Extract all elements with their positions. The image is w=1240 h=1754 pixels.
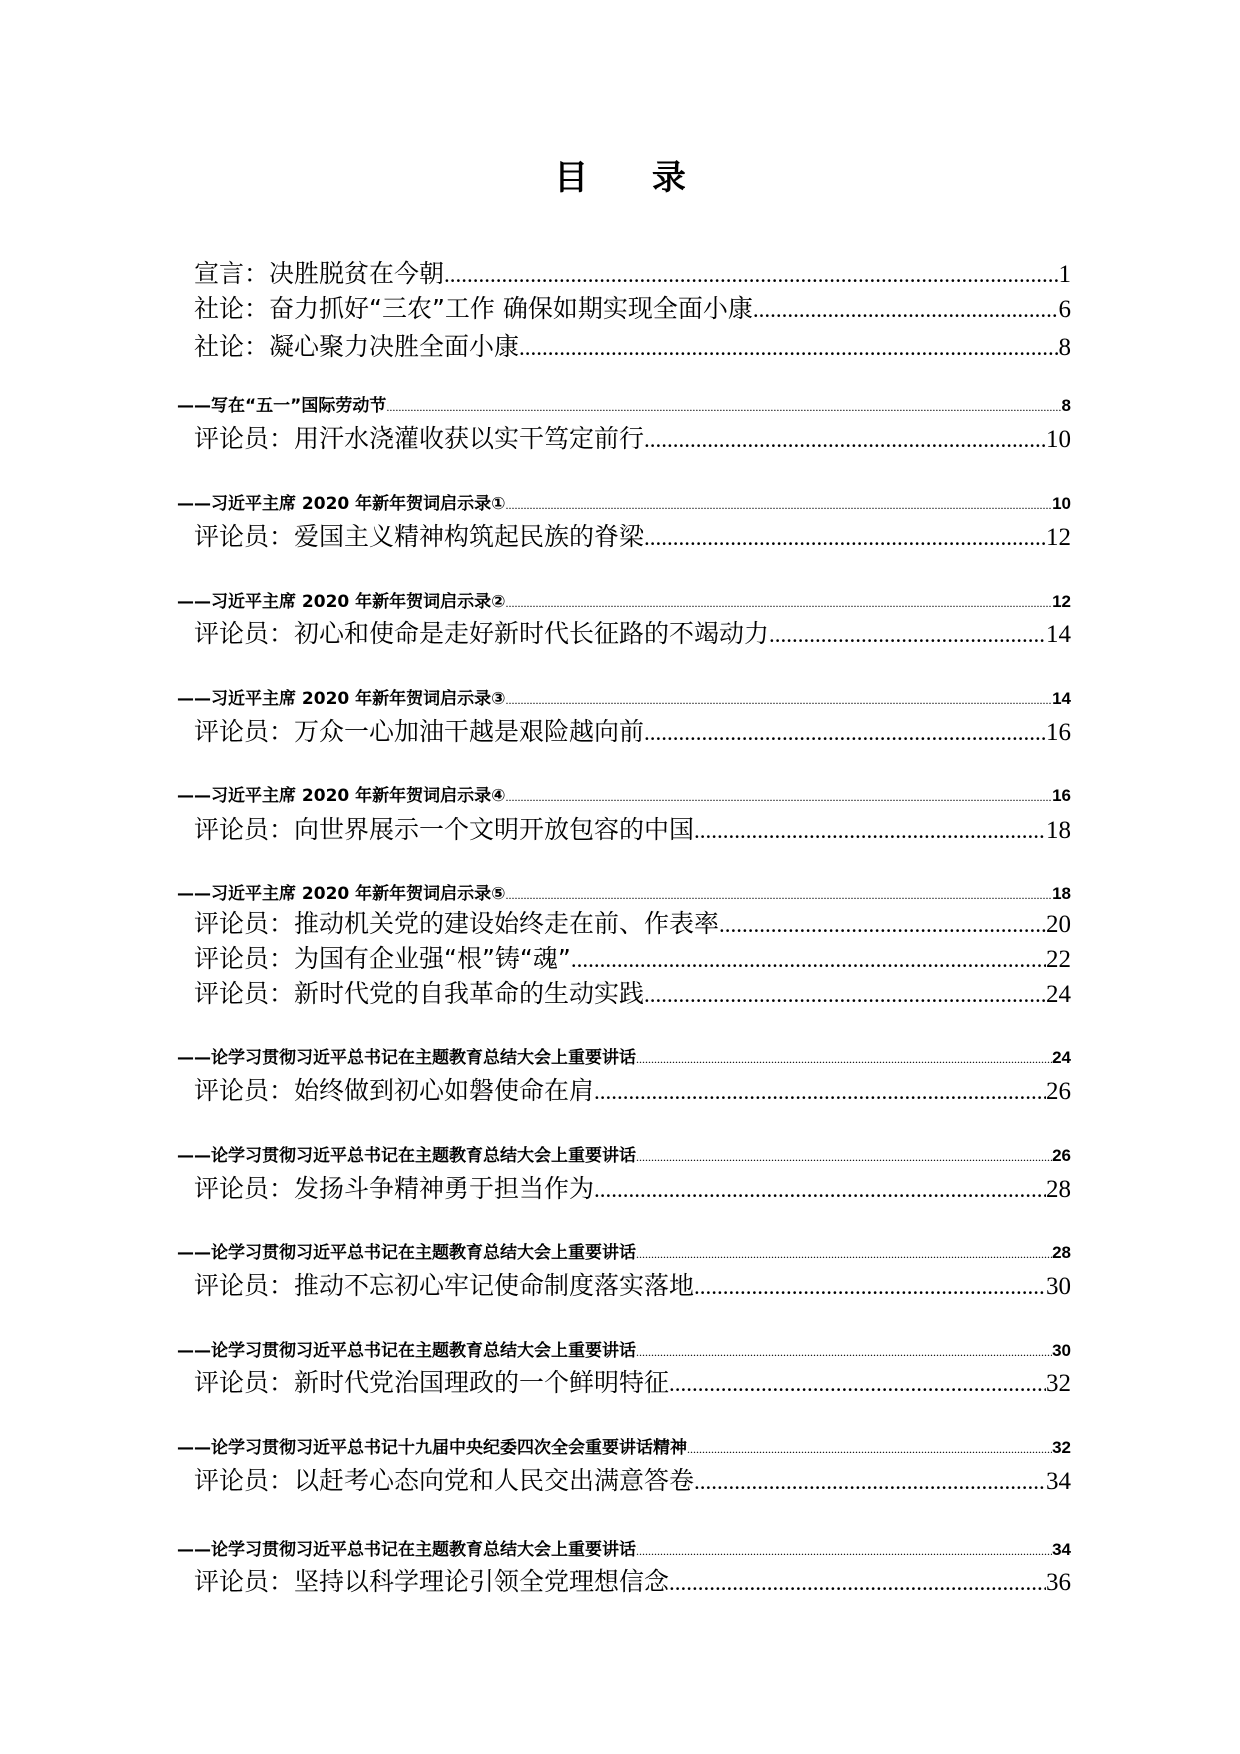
- toc-entry-title: ——习近平主席 2020 年新年贺词启示录④: [177, 786, 506, 806]
- dot-leader: [636, 1048, 1052, 1070]
- toc-page-number: 24: [1046, 981, 1071, 1008]
- toc-entry-title: 评论员：为国有企业强“根”铸“魂”: [194, 944, 571, 973]
- toc-entry-title: 评论员：发扬斗争精神勇于担当作为: [194, 1174, 595, 1203]
- toc-entry[interactable]: [194, 1074, 1071, 1109]
- toc-page-number: 30: [1052, 1341, 1071, 1360]
- toc-subtitle-entry[interactable]: [177, 883, 1071, 906]
- toc-page-number: 32: [1052, 1438, 1071, 1457]
- toc-page-number: 26: [1052, 1146, 1071, 1165]
- dot-leader: [669, 1566, 1046, 1600]
- toc-entry-title: 评论员：新时代党的自我革命的生动实践: [194, 979, 645, 1008]
- dot-leader: [506, 592, 1053, 614]
- toc-subtitle-entry[interactable]: [177, 591, 1071, 614]
- toc-subtitle-entry[interactable]: [177, 785, 1071, 808]
- toc-entry[interactable]: [194, 330, 1071, 365]
- toc-entry-title: 评论员：初心和使命是走好新时代长征路的不竭动力: [194, 619, 770, 648]
- toc-entry-title: ——论学习贯彻习近平总书记在主题教育总结大会上重要讲话: [177, 1243, 636, 1263]
- dot-leader: [571, 943, 1046, 977]
- toc-entry-title: 社论：凝心聚力决胜全面小康: [194, 332, 520, 361]
- toc-page-number: 1: [1058, 261, 1071, 288]
- toc-entry-title: ——习近平主席 2020 年新年贺词启示录③: [177, 689, 506, 709]
- dot-leader: [644, 521, 1046, 555]
- toc-entry-title: 评论员：推动机关党的建设始终走在前、作表率: [194, 909, 720, 938]
- toc-entry-title: 社论：奋力抓好“三农”工作 确保如期实现全面小康: [194, 294, 753, 323]
- toc-page-number: 22: [1046, 946, 1071, 973]
- toc-page-number: 10: [1046, 426, 1071, 453]
- toc-entry-title: ——论学习贯彻习近平总书记在主题教育总结大会上重要讲话: [177, 1048, 636, 1068]
- dot-leader: [719, 908, 1046, 942]
- toc-page-number: 36: [1046, 1569, 1071, 1596]
- toc-page-number: 18: [1052, 884, 1071, 903]
- toc-entry-title: ——写在“五一”国际劳动节: [177, 396, 387, 416]
- toc-page-number: 28: [1046, 1176, 1071, 1203]
- toc-page-number: 12: [1046, 524, 1071, 551]
- toc-subtitle-entry[interactable]: [177, 1047, 1071, 1070]
- toc-entry[interactable]: [194, 520, 1071, 555]
- toc-entry-title: ——习近平主席 2020 年新年贺词启示录⑤: [177, 884, 506, 904]
- toc-subtitle-entry[interactable]: [177, 688, 1071, 711]
- toc-entry[interactable]: [194, 813, 1071, 848]
- toc-page-number: 32: [1046, 1370, 1071, 1397]
- toc-entry-title: 评论员：坚持以科学理论引领全党理想信念: [194, 1567, 670, 1596]
- toc-entry[interactable]: [194, 715, 1071, 750]
- dot-leader: [669, 1367, 1046, 1401]
- dot-leader: [636, 1341, 1052, 1363]
- dot-leader: [644, 978, 1046, 1012]
- dot-leader: [769, 618, 1046, 652]
- dot-leader: [506, 884, 1053, 906]
- dot-leader: [506, 689, 1053, 711]
- toc-page-number: 12: [1052, 592, 1071, 611]
- dot-leader: [644, 423, 1046, 457]
- dot-leader: [506, 786, 1053, 808]
- page-title: 目 录: [554, 158, 712, 198]
- toc-entry[interactable]: [194, 907, 1071, 942]
- toc-entry[interactable]: [194, 1172, 1071, 1207]
- dot-leader: [694, 814, 1046, 848]
- dot-leader: [636, 1146, 1052, 1168]
- toc-page-number: 16: [1046, 719, 1071, 746]
- dot-leader: [644, 716, 1046, 750]
- toc-subtitle-entry[interactable]: [177, 493, 1071, 516]
- toc-entry-title: 评论员：始终做到初心如磐使命在肩: [194, 1076, 595, 1105]
- toc-entry[interactable]: [194, 257, 1071, 292]
- dot-leader: [444, 258, 1058, 292]
- toc-subtitle-entry[interactable]: [177, 1242, 1071, 1265]
- toc-entry-title: ——论学习贯彻习近平总书记在主题教育总结大会上重要讲话: [177, 1146, 636, 1166]
- toc-entry[interactable]: [194, 1464, 1071, 1499]
- toc-entry-title: ——论学习贯彻习近平总书记在主题教育总结大会上重要讲话: [177, 1540, 636, 1560]
- toc-page-number: 10: [1052, 494, 1071, 513]
- toc-entry[interactable]: [194, 422, 1071, 457]
- toc-entry[interactable]: [194, 1366, 1071, 1401]
- toc-entry[interactable]: [194, 942, 1071, 977]
- dot-leader: [506, 494, 1053, 516]
- toc-entry-title: 评论员：以赶考心态向党和人民交出满意答卷: [194, 1466, 695, 1495]
- toc-entry-title: ——习近平主席 2020 年新年贺词启示录①: [177, 494, 506, 514]
- toc-subtitle-entry[interactable]: [177, 1539, 1071, 1562]
- toc-entry-title: ——习近平主席 2020 年新年贺词启示录②: [177, 592, 506, 612]
- dot-leader: [386, 396, 1061, 418]
- dot-leader: [519, 331, 1058, 365]
- dot-leader: [753, 293, 1059, 327]
- toc-entry[interactable]: [194, 1269, 1071, 1304]
- toc-page-number: 6: [1058, 296, 1071, 323]
- toc-page-number: 20: [1046, 911, 1071, 938]
- toc-page-number: 30: [1046, 1273, 1071, 1300]
- dot-leader: [594, 1173, 1046, 1207]
- toc-entry[interactable]: [194, 617, 1071, 652]
- toc-subtitle-entry[interactable]: [177, 1437, 1071, 1460]
- toc-entry[interactable]: [194, 1565, 1071, 1600]
- dot-leader: [694, 1270, 1046, 1304]
- toc-subtitle-entry[interactable]: [177, 395, 1071, 418]
- toc-entry-title: 评论员：向世界展示一个文明开放包容的中国: [194, 815, 695, 844]
- toc-entry-title: 评论员：新时代党治国理政的一个鲜明特征: [194, 1368, 670, 1397]
- dot-leader: [594, 1075, 1046, 1109]
- toc-page-number: 8: [1061, 396, 1071, 415]
- toc-entry-title: 评论员：用汗水浇灌收获以实干笃定前行: [194, 424, 645, 453]
- toc-subtitle-entry[interactable]: [177, 1340, 1071, 1363]
- toc-entry-title: 评论员：爱国主义精神构筑起民族的脊梁: [194, 522, 645, 551]
- toc-page-number: 34: [1052, 1540, 1071, 1559]
- dot-leader: [636, 1540, 1052, 1562]
- toc-page-number: 14: [1052, 689, 1071, 708]
- toc-entry-title: 宣言：决胜脱贫在今朝: [194, 259, 445, 288]
- toc-entry-title: ——论学习贯彻习近平总书记在主题教育总结大会上重要讲话: [177, 1341, 636, 1361]
- toc-entry-title: ——论学习贯彻习近平总书记十九届中央纪委四次全会重要讲话精神: [177, 1438, 687, 1458]
- toc-page-number: 14: [1046, 621, 1071, 648]
- toc-entry[interactable]: [194, 292, 1071, 327]
- toc-subtitle-entry[interactable]: [177, 1145, 1071, 1168]
- toc-page-number: 34: [1046, 1468, 1071, 1495]
- toc-page-number: 16: [1052, 786, 1071, 805]
- toc-page-number: 8: [1058, 334, 1071, 361]
- toc-entry-title: 评论员：万众一心加油干越是艰险越向前: [194, 717, 645, 746]
- toc-entry-title: 评论员：推动不忘初心牢记使命制度落实落地: [194, 1271, 695, 1300]
- toc-page-number: 18: [1046, 817, 1071, 844]
- dot-leader: [694, 1465, 1046, 1499]
- toc-page-number: 26: [1046, 1078, 1071, 1105]
- toc-page-number: 28: [1052, 1243, 1071, 1262]
- toc-entry[interactable]: [194, 977, 1071, 1012]
- dot-leader: [687, 1438, 1052, 1460]
- dot-leader: [636, 1243, 1052, 1265]
- toc-page-number: 24: [1052, 1048, 1071, 1067]
